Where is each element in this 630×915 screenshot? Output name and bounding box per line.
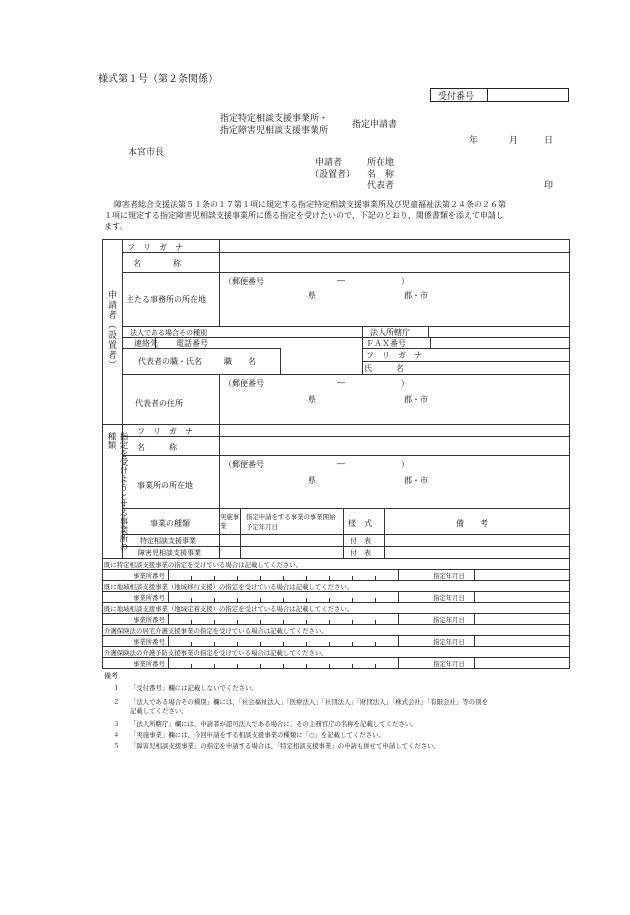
corp-authority-label: 法人所轄庁 — [370, 328, 410, 337]
fac-city-label: 郡・市 — [404, 476, 428, 485]
office-number-label-3: 事業所番号 — [133, 616, 165, 624]
prior-note-4: 介護保険法の居宅介護支援事業の指定を受けている場合は記載してください。 — [104, 627, 328, 635]
designation-date-label-1: 指定年月日 — [433, 572, 465, 580]
digit-tick — [191, 664, 192, 668]
fac-postal-dash: ― — [337, 459, 345, 468]
digit-tick — [260, 598, 261, 602]
name-input[interactable] — [221, 254, 568, 271]
digit-tick — [283, 620, 284, 624]
name-label: 名 称 — [133, 259, 181, 268]
designation-date-label-2: 指定年月日 — [433, 594, 465, 602]
facility-group-label: 指定を受けようとする事業所の種類 — [106, 432, 128, 551]
postal-label: （郵便番号 — [224, 277, 264, 286]
rep-prefecture-label: 県 — [308, 395, 316, 404]
date-day: 日 — [544, 136, 554, 146]
digit-tick — [283, 598, 284, 602]
digit-tick — [329, 664, 330, 668]
note-2-number: ２ — [113, 698, 120, 706]
furigana-label: フ リ ガ ナ — [127, 243, 183, 252]
note-5-number: ５ — [113, 742, 120, 750]
note-5-text: 「障害児相談支援事業」の指定を申請する場合は、「特定相談支援事業」の申請も併せて申請してください。 — [130, 742, 440, 750]
furigana-input[interactable] — [221, 241, 568, 251]
city-label: 郡・市 — [404, 291, 428, 300]
prior-note-2: 既に地域相談支援事業（地域移行支援）の指定を受けている場合は記載してください。 — [104, 583, 354, 591]
prefecture-label: 県 — [308, 291, 316, 300]
digit-tick — [352, 664, 353, 668]
digit-tick — [283, 576, 284, 580]
digit-tick — [191, 598, 192, 602]
fac-postal-label: （郵便番号 — [224, 460, 264, 469]
digit-tick — [191, 642, 192, 646]
digit-tick — [375, 620, 376, 624]
note-4-number: ４ — [113, 731, 120, 739]
service-2-label: 障害児相談支援事業 — [138, 549, 201, 557]
digit-tick — [329, 576, 330, 580]
receipt-number-field[interactable] — [488, 88, 569, 102]
digit-tick — [375, 664, 376, 668]
note-1-text: 「受付番号」欄には記載しないでください。 — [130, 684, 258, 692]
digit-tick — [306, 576, 307, 580]
digit-tick — [375, 598, 376, 602]
service-1-attached: 付 表 — [350, 537, 371, 545]
rep-postal-close: ） — [401, 379, 409, 388]
digit-tick — [306, 598, 307, 602]
prior-note-1: 既に特定相談支援事業の指定を受けている場合は記載してください。 — [104, 561, 303, 569]
fac-address-label: 事業所の所在地 — [137, 481, 193, 490]
digit-tick — [352, 620, 353, 624]
contact-label: 連絡先 — [134, 339, 158, 348]
fac-prefecture-label: 県 — [308, 476, 316, 485]
office-number-label-1: 事業所番号 — [133, 572, 165, 580]
digit-tick — [237, 642, 238, 646]
applicant-label-2: （設置者） — [310, 170, 356, 180]
note-2-text-cont: 記載してください。 — [130, 707, 188, 715]
digit-tick — [329, 598, 330, 602]
digit-tick — [329, 642, 330, 646]
title-line1: 指定特定相談支援事業所・ — [220, 114, 329, 124]
title-suffix: 指定申請書 — [352, 120, 398, 130]
digit-tick — [260, 576, 261, 580]
fac-postal-close: ） — [401, 460, 409, 469]
position-label: 職 名 — [224, 357, 256, 366]
office-number-label-2: 事業所番号 — [133, 594, 165, 602]
note-1-number: １ — [113, 684, 120, 692]
prior-note-5: 介護保険法の介護予防支援事業の指定を受けている場合は記載してください。 — [104, 649, 328, 657]
prior-note-3: 既に地域相談支援事業（地域定着支援）の指定を受けている場合は記載してください。 — [104, 605, 354, 613]
impl-header: 実施事業 — [220, 513, 240, 530]
postal-close: ） — [401, 277, 409, 286]
receipt-number-label: 受付番号 — [438, 92, 475, 102]
office-number-label-4: 事業所番号 — [133, 638, 165, 646]
service-2-impl-field[interactable] — [221, 548, 239, 557]
rep-furigana-label: フ リ ガ ナ — [366, 351, 422, 360]
digit-tick — [283, 642, 284, 646]
format-header: 様 式 — [348, 519, 372, 528]
designation-date-label-3: 指定年月日 — [433, 616, 465, 624]
digit-tick — [306, 664, 307, 668]
digit-tick — [352, 598, 353, 602]
digit-tick — [306, 620, 307, 624]
office-number-label-5: 事業所番号 — [133, 660, 165, 668]
rep-name-label: 氏 名 — [364, 364, 404, 373]
addressee: 本宮市長 — [128, 148, 165, 158]
digit-tick — [191, 576, 192, 580]
digit-tick — [306, 642, 307, 646]
applicant-name-label: 名 称 — [367, 170, 395, 180]
phone-label: 電話番号 — [176, 339, 208, 348]
title-line2: 指定障害児相談支援事業所 — [220, 126, 329, 136]
note-2-text: 「法人である場合その種別」欄には、「社会福祉法人」「医療法人」「社団法人」「財団法人」「株式会社」「有限会社」等の別を — [130, 698, 488, 706]
applicant-label: 申請者 — [315, 158, 343, 168]
digit-tick — [214, 576, 215, 580]
digit-tick — [352, 642, 353, 646]
notes-heading: 備考 — [104, 672, 118, 680]
digit-tick — [191, 620, 192, 624]
note-4-text: 「実施事業」欄には、今回申請をする相談支援事業の種類に「○」を記載してください。 — [130, 731, 385, 739]
postal-dash: ― — [337, 276, 345, 285]
note-3-number: ３ — [113, 720, 120, 728]
start-date-header: 指定申請をする事業の事業開始予定年月日 — [246, 513, 336, 531]
rep-city-label: 郡・市 — [404, 395, 428, 404]
rep-title-label: 代表者の職・氏名 — [138, 357, 202, 366]
note-3-text: 「法人所轄庁」欄には、申請者が認可法人である場合に、その主務官庁の名称を記載してください。 — [130, 720, 418, 728]
business-type-header: 事業の種類 — [150, 519, 190, 528]
rep-postal-dash: ― — [337, 378, 345, 387]
remarks-header: 備 考 — [456, 519, 488, 528]
service-2-attached: 付 表 — [350, 549, 371, 557]
body-text-line1: 障害者総合支援法第５１条の１７第１項に規定する指定特定相談支援事業所及び児童福祉法第２４条の２６第 — [114, 200, 506, 209]
fax-label: ＦＡＸ番号 — [366, 339, 406, 348]
digit-tick — [237, 576, 238, 580]
digit-tick — [375, 576, 376, 580]
service-1-label: 特定相談支援事業 — [140, 537, 196, 545]
date-year: 年 — [469, 136, 479, 146]
applicant-rep-label: 代表者 — [367, 181, 395, 191]
form-id: 様式第１号（第２条関係） — [98, 74, 218, 85]
seal-mark: 印 — [544, 181, 554, 191]
rep-address-label: 代表者の住所 — [135, 399, 183, 408]
body-text-line2: １項に規定する指定障害児相談支援事業所に係る指定を受けたいので、下記のとおり、関係書類を添えて申請し — [104, 211, 504, 220]
digit-tick — [214, 620, 215, 624]
fac-name-label: 名 称 — [137, 443, 177, 452]
main-office-label: 主たる事務所の所在地 — [126, 295, 206, 304]
digit-tick — [260, 620, 261, 624]
digit-tick — [329, 620, 330, 624]
fac-furigana-label: フ リ ガ ナ — [137, 427, 193, 436]
body-text-line3: ます。 — [104, 222, 128, 231]
digit-tick — [237, 598, 238, 602]
date-month: 月 — [509, 136, 519, 146]
service-1-impl-field[interactable] — [221, 536, 239, 545]
rep-postal-label: （郵便番号 — [224, 379, 264, 388]
digit-tick — [260, 664, 261, 668]
designation-date-label-4: 指定年月日 — [433, 638, 465, 646]
digit-tick — [375, 642, 376, 646]
digit-tick — [260, 642, 261, 646]
digit-tick — [352, 576, 353, 580]
digit-tick — [214, 664, 215, 668]
applicant-address-label: 所在地 — [367, 158, 395, 168]
digit-tick — [283, 664, 284, 668]
digit-tick — [214, 598, 215, 602]
applicant-group-label: 申請者（設置者） — [106, 290, 116, 370]
designation-date-label-5: 指定年月日 — [433, 660, 465, 668]
digit-tick — [237, 664, 238, 668]
corp-type-label: 法人である場合その種別 — [130, 329, 207, 337]
digit-tick — [214, 642, 215, 646]
digit-tick — [237, 620, 238, 624]
